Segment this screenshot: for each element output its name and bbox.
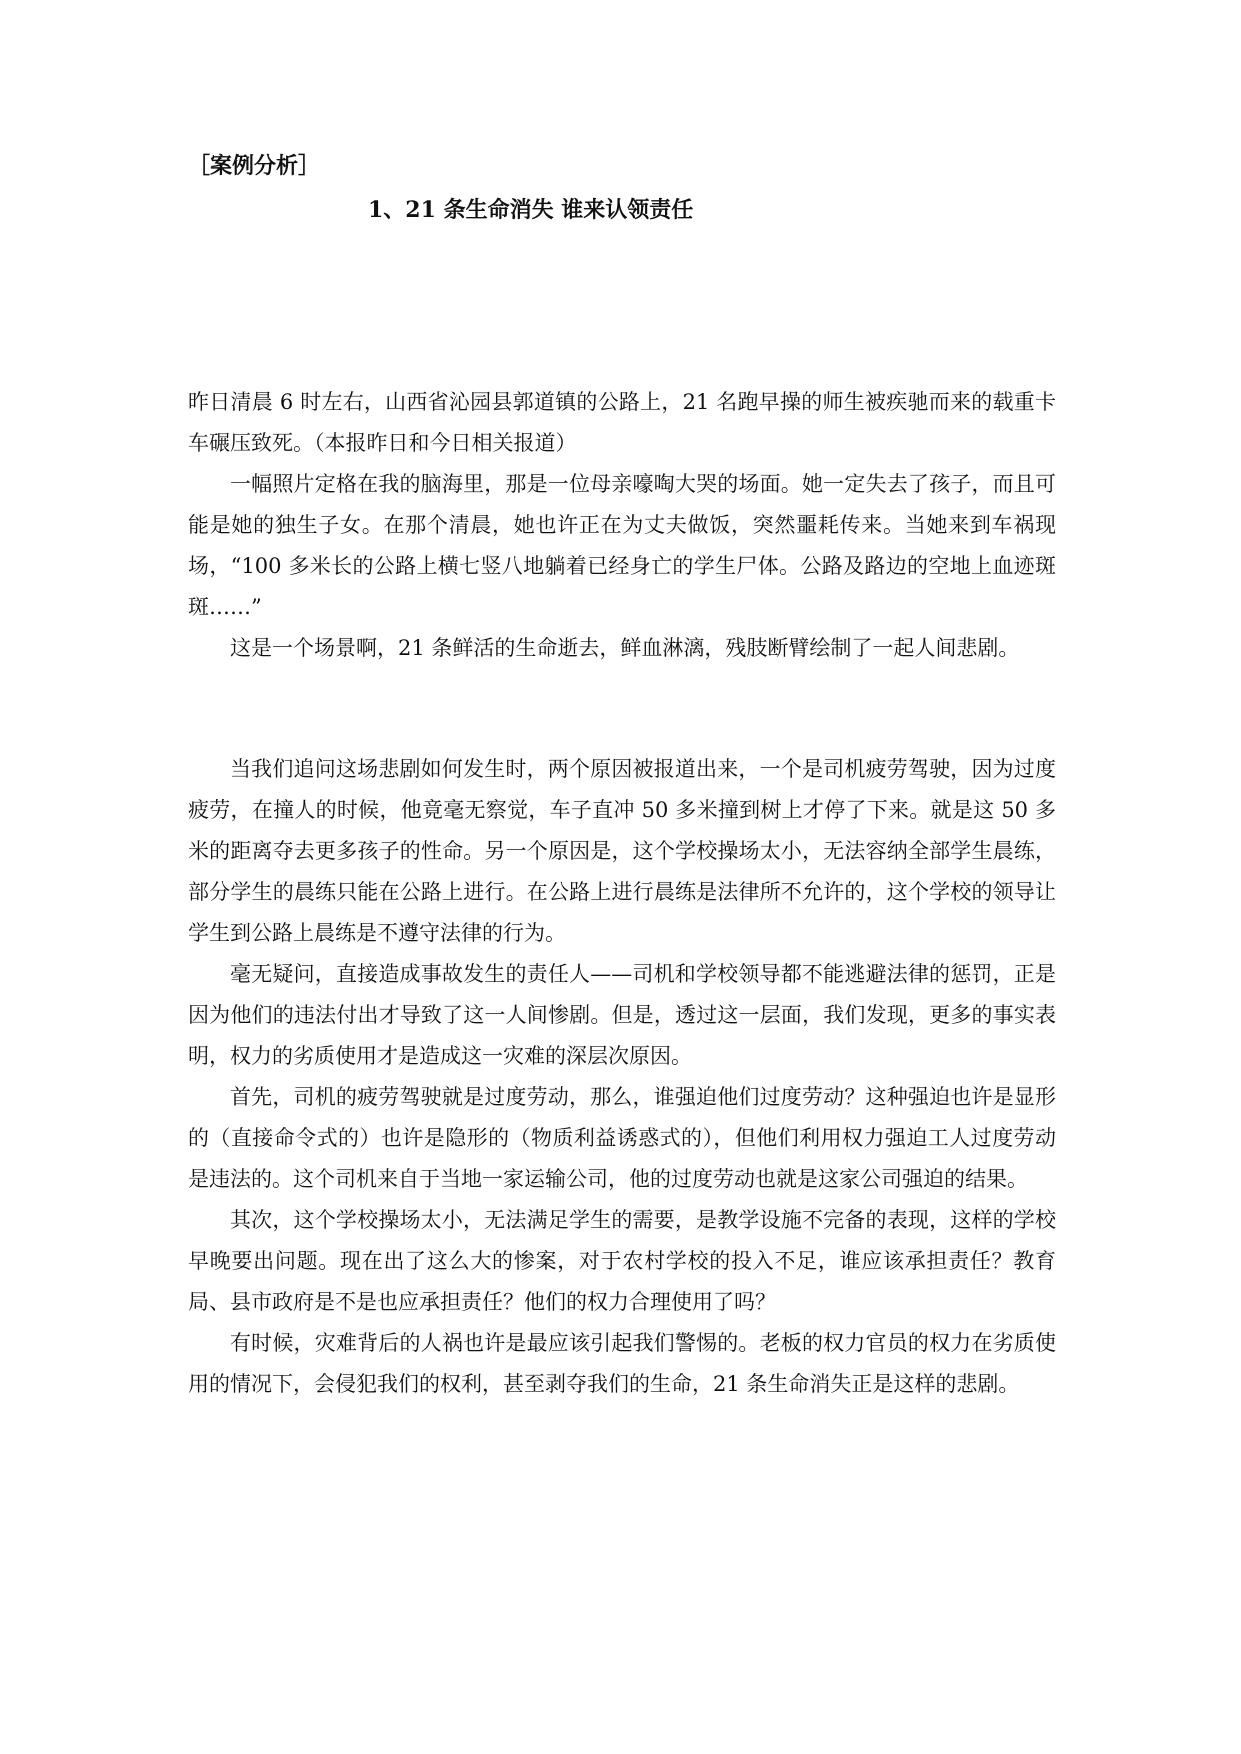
- document-title: 1、21 条生命消失 谁来认领责任: [368, 197, 694, 223]
- article-body: [188, 382, 1056, 1405]
- paragraph-gap: [188, 669, 1056, 749]
- paragraph: 首先，司机的疲劳驾驶就是过度劳动，那么，谁强迫他们过度劳动？这种强迫也许是显形的（直接命令式的）也许是隐形的（物质利益诱惑式的），但他们利用权力强迫工人过度劳动是违法的。这个司机来自于当地一家运输公司，他的过度劳动也就是这家公司强迫的结果。: [188, 1085, 1056, 1191]
- paragraph: 当我们追问这场悲剧如何发生时，两个原因被报道出来，一个是司机疲劳驾驶，因为过度疲劳，在撞人的时候，他竟毫无察觉，车子直冲 50 多米撞到树上才停了下来。就是这 50 多米的距离夺去更多孩子的性命。另一个原因是，这个学校操场太小，无法容纳全部学生晨练，部分学生的晨练只能在公路上进行。在公路上进行晨练是法律所不允许的，这个学校的领导让学生到公路上晨练是不遵守法律的行为。: [188, 757, 1056, 945]
- paragraph: 毫无疑问，直接造成事故发生的责任人——司机和学校领导都不能逃避法律的惩罚，正是因为他们的违法付出才导致了这一人间惨剧。但是，透过这一层面，我们发现，更多的事实表明，权力的劣质使用才是造成这一灾难的深层次原因。: [188, 962, 1056, 1068]
- paragraph: 昨日清晨 6 时左右，山西省沁园县郭道镇的公路上，21 名跑早操的师生被疾驰而来的载重卡车碾压致死。（本报昨日和今日相关报道）: [188, 390, 1056, 455]
- paragraph: 这是一个场景啊，21 条鲜活的生命逝去，鲜血淋漓，残肢断臂绘制了一起人间悲剧。: [230, 636, 1020, 660]
- section-label: ［案例分析］: [188, 153, 321, 179]
- paragraph: 一幅照片定格在我的脑海里，那是一位母亲嚎啕大哭的场面。她一定失去了孩子，而且可能是她的独生子女。在那个清晨，她也许正在为丈夫做饭，突然噩耗传来。当她来到车祸现场，“100 多米长的公路上横七竖八地躺着已经身亡的学生尸体。公路及路边的空地上血迹斑斑……”: [188, 472, 1056, 619]
- paragraph: 其次，这个学校操场太小，无法满足学生的需要，是教学设施不完备的表现，这样的学校早晚要出问题。现在出了这么大的惨案，对于农村学校的投入不足，谁应该承担责任？教育局、县市政府是不是也应承担责任？他们的权力合理使用了吗？: [188, 1208, 1056, 1314]
- paragraph: 有时候，灾难背后的人祸也许是最应该引起我们警惕的。老板的权力官员的权力在劣质使用的情况下，会侵犯我们的权利，甚至剥夺我们的生命，21 条生命消失正是这样的悲剧。: [188, 1331, 1056, 1396]
